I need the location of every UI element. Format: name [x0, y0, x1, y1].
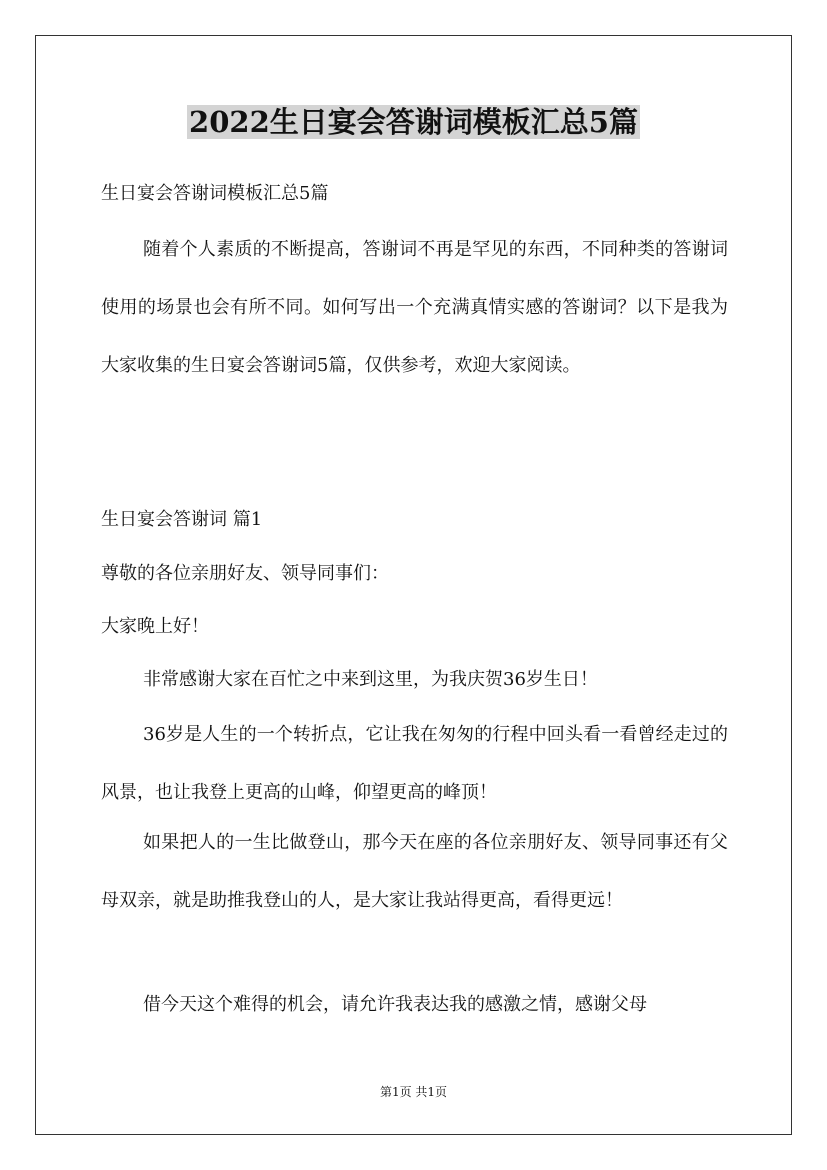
- page-footer: 第1页 共1页: [379, 1085, 448, 1099]
- intro-paragraph: 随着个人素质的不断提高，答谢词不再是罕见的东西，不同种类的答谢词使用的场景也会有所不同。如何写出一个充满真情实感的答谢词？以下是我为大家收集的生日宴会答谢词5篇，仅供参考，欢迎大家阅读。: [101, 239, 728, 376]
- salutation: 尊敬的各位亲朋好友、领导同事们：: [101, 563, 389, 584]
- body-paragraph: 如果把人的一生比做登山，那今天在座的各位亲朋好友、领导同事还有父母双亲，就是助推我登山的人，是大家让我站得更高，看得更远！: [101, 832, 728, 911]
- body-paragraph: 借今天这个难得的机会，请允许我表达我的感激之情，感谢父母: [143, 994, 647, 1015]
- document-subtitle: 生日宴会答谢词模板汇总5篇: [101, 183, 329, 204]
- body-paragraph: 36岁是人生的一个转折点，它让我在匆匆的行程中回头看一看曾经走过的风景，也让我登上更高的山峰，仰望更高的峰顶！: [101, 724, 728, 803]
- document-title-text: 2022生日宴会答谢词模板汇总5篇: [189, 105, 638, 139]
- body-paragraph: 非常感谢大家在百忙之中来到这里，为我庆贺36岁生日！: [143, 669, 598, 690]
- document-title: [0, 100, 827, 144]
- section-heading: 生日宴会答谢词 篇1: [101, 509, 263, 530]
- greeting: 大家晚上好！: [101, 616, 209, 637]
